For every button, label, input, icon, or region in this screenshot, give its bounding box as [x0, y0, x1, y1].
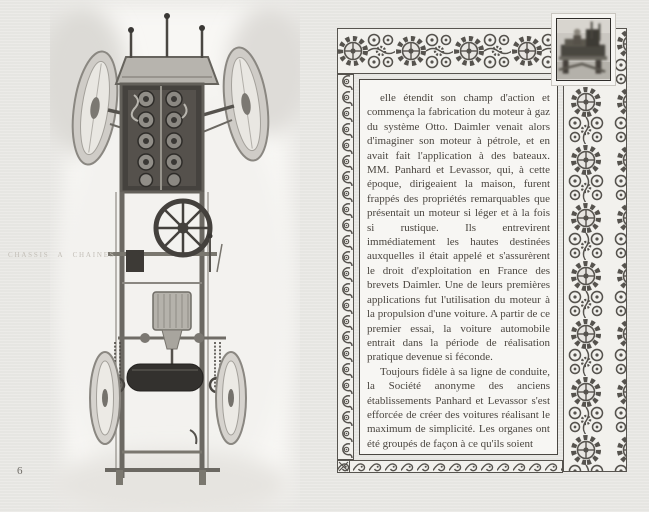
ornament-bottom-border [337, 460, 563, 473]
page-number: 6 [17, 465, 23, 477]
workshop-machine-photo [556, 18, 611, 81]
paragraph-2: Toujours fidèle à sa ligne de conduite, la Société anonyme des anciens établissements Panhard et Levassor s'est efforcée de créer des voitures réalisant le maximum de simplicité. Les organes ont été groupés de façon à ce qu'ils soient [367, 365, 550, 450]
photo-caption: CHASSIS A CHAINES [8, 251, 116, 259]
paragraph-1: elle étendit son champ d'action et commença la fabrication du moteur à gaz du système Otto. Daimler venait alors d'imaginer son moteur à pétrole, et en avait fait l'application à des bateaux. MM. Panhard et Levassor, qui, à cette époque, dirigeaient la maison, furent frappés des propriétés remarquables que présentait un moteur si léger et à la fois si rustique. Ils entrevirent immédiatement les hautes destinées auxquelles il était appelé et s'assurèrent le droit d'exploitation en France des brevets Daimler. Une de leurs premières applications fut l'utilisation du moteur à la propulsion d'une voiture. A partir de ce premier essai, la voiture automobile entrait dans la période de réalisation pratique devenue si féconde. [367, 92, 550, 364]
inset-photo-frame [551, 13, 616, 86]
ornament-right-border [563, 28, 627, 472]
body-text [359, 79, 558, 455]
ornament-left-border [337, 74, 354, 460]
